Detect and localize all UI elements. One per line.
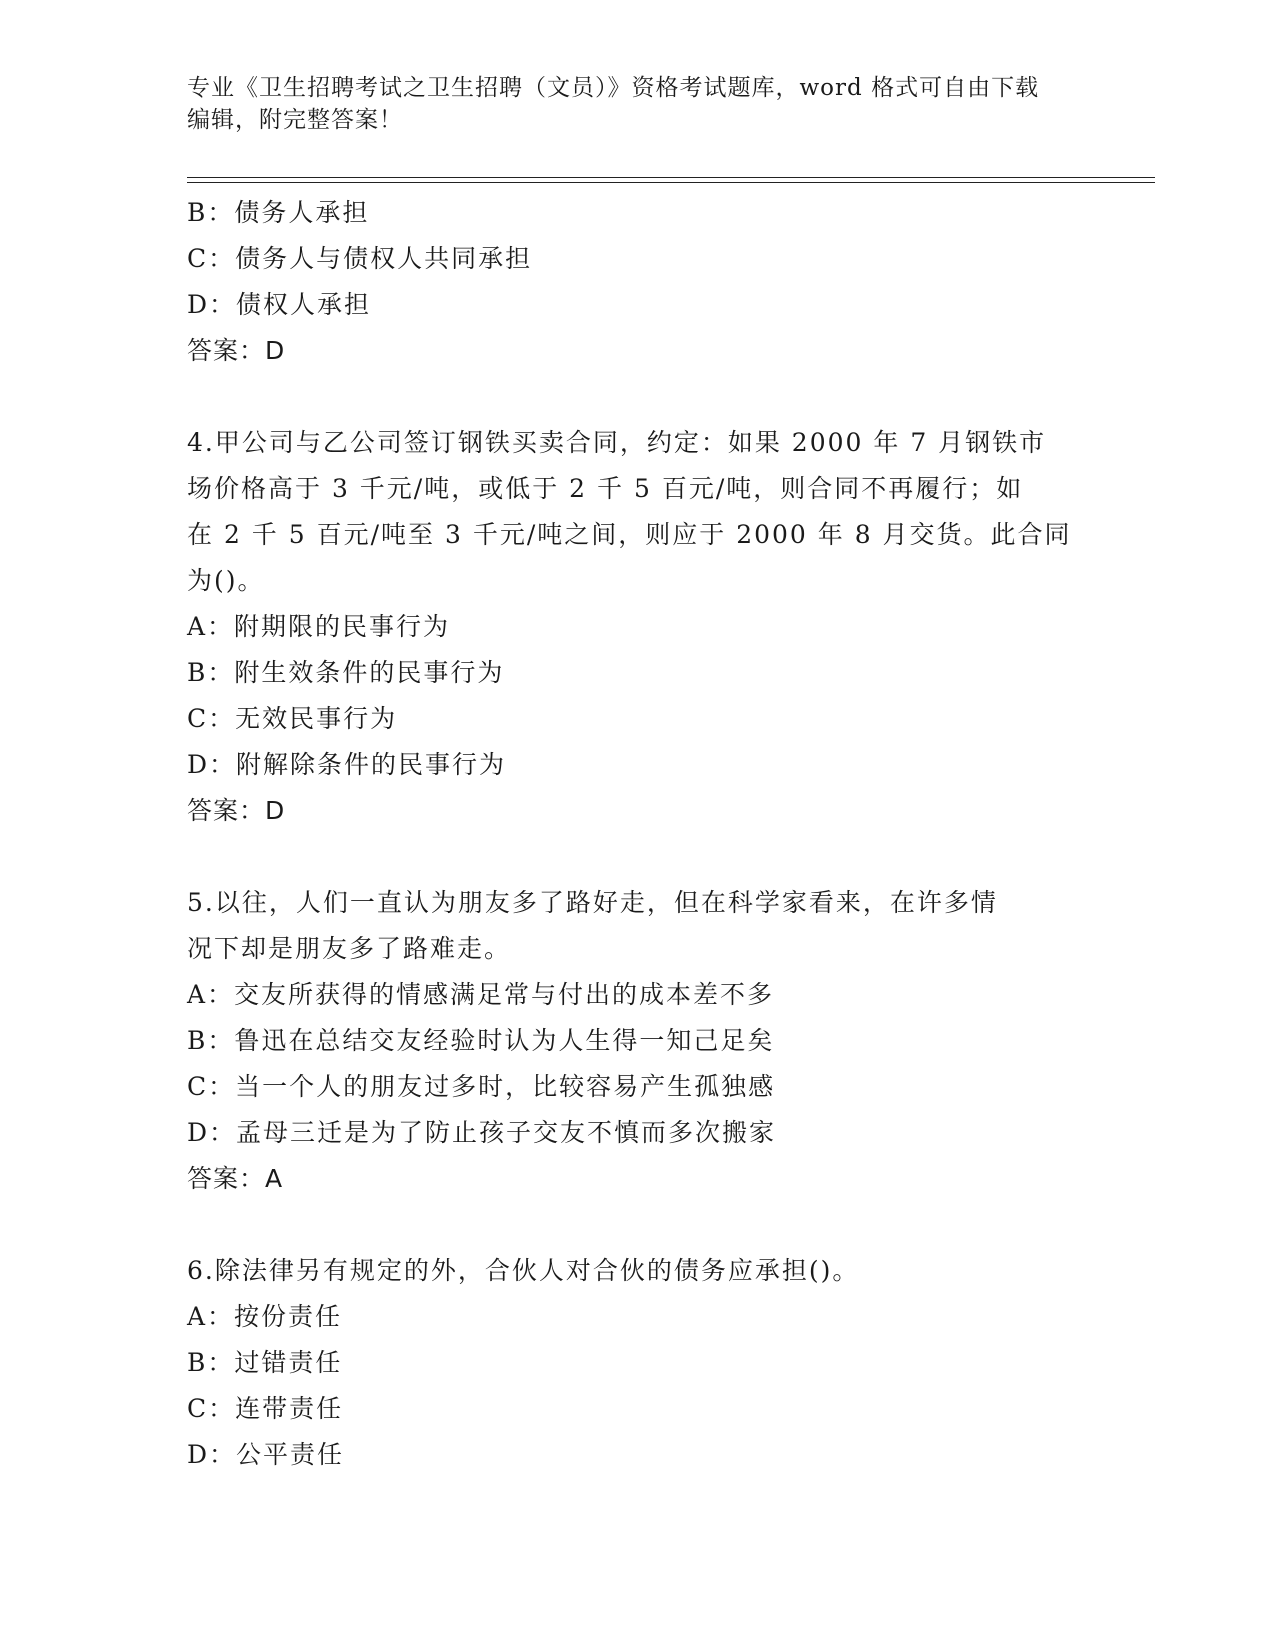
answer: 答案：A [187,1164,284,1193]
question-content [187,190,1087,1478]
question-4 [187,420,1087,834]
question-5 [187,880,1087,1202]
option-d: D：附解除条件的民事行为 [187,750,507,779]
question-stem-line: 为()。 [187,566,265,595]
question-stem-line: 况下却是朋友多了路难走。 [187,934,512,963]
option-a: A：附期限的民事行为 [187,612,451,641]
option-a: A：按份责任 [187,1302,343,1331]
document-header [187,72,1087,136]
option-d: D：孟母三迁是为了防止孩子交友不慎而多次搬家 [187,1118,777,1147]
option-d: D：公平责任 [187,1440,345,1469]
option-c: C：连带责任 [187,1394,344,1423]
question-3-tail [187,190,1087,374]
option-b: B：债务人承担 [187,198,370,227]
option-c: C：债务人与债权人共同承担 [187,244,533,273]
option-b: B：鲁迅在总结交友经验时认为人生得一知己足矣 [187,1026,775,1055]
question-stem-line: 4.甲公司与乙公司签订钢铁买卖合同，约定：如果 2000 年 7 月钢铁市 [187,428,1047,457]
question-6 [187,1248,1087,1478]
header-line-1: 专业《卫生招聘考试之卫生招聘（文员）》资格考试题库，word 格式可自由下载 [187,75,1040,101]
option-d: D：债权人承担 [187,290,372,319]
option-b: B：过错责任 [187,1348,343,1377]
spacer [187,1202,1087,1248]
question-stem-line: 场价格高于 3 千元/吨，或低于 2 千 5 百元/吨，则合同不再履行；如 [187,474,1024,503]
header-line-2: 编辑，附完整答案！ [187,107,403,133]
option-c: C：无效民事行为 [187,704,398,733]
question-stem-line: 6.除法律另有规定的外，合伙人对合伙的债务应承担()。 [187,1256,860,1285]
question-stem-line: 在 2 千 5 百元/吨至 3 千元/吨之间，则应于 2000 年 8 月交货。此合同 [187,520,1072,549]
option-b: B：附生效条件的民事行为 [187,658,505,687]
spacer [187,374,1087,420]
option-c: C：当一个人的朋友过多时，比较容易产生孤独感 [187,1072,776,1101]
header-divider-bottom [187,182,1155,183]
header-divider-top [187,177,1155,178]
spacer [187,834,1087,880]
answer: 答案：D [187,336,286,365]
question-stem-line: 5.以往，人们一直认为朋友多了路好走，但在科学家看来，在许多情 [187,888,998,917]
answer: 答案：D [187,796,286,825]
option-a: A：交友所获得的情感满足常与付出的成本差不多 [187,980,775,1009]
